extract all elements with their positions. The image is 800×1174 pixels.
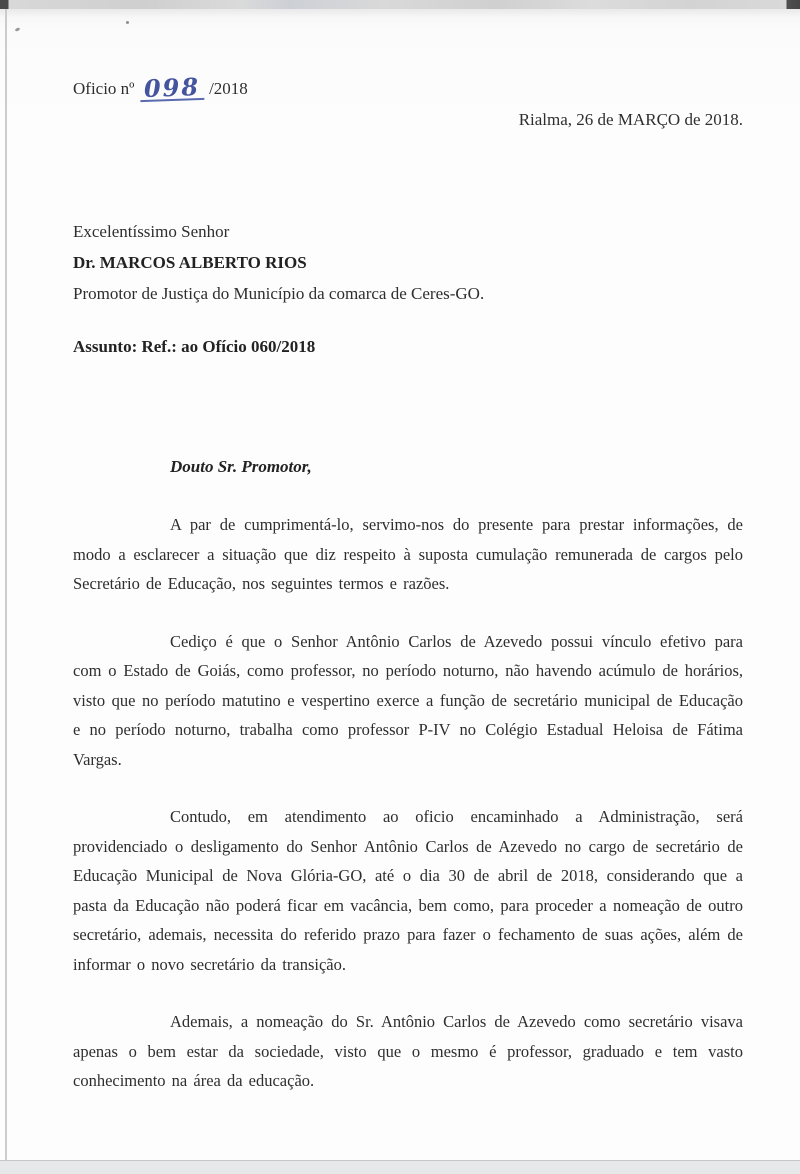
recipient-name: Dr. MARCOS ALBERTO RIOS xyxy=(73,253,307,272)
paragraph-2: Cediço é que o Senhor Antônio Carlos de Azevedo possui vínculo efetivo para com o Estado de Goiás, como professor, no período noturno, não havendo acúmulo de horários, visto que no período matutino e vespertino exerce a função de secretário municipal de Educação e no período noturno, trabalha como professor P-IV no Colégio Estadual Heloisa de Fátima Vargas. xyxy=(73,631,743,769)
office-number-suffix: /2018 xyxy=(209,79,248,98)
paragraph-1: A par de cumprimentá-lo, servimo-nos do presente para prestar informações, de modo a esclarecer a situação que diz respeito à suposta cumulação remunerada de cargos pelo Secretário de Educação, nos seguintes termos e razões. xyxy=(73,515,743,593)
office-number-line xyxy=(73,72,743,103)
greeting-line: Douto Sr. Promotor, xyxy=(170,457,312,476)
recipient-block xyxy=(73,216,743,309)
paragraph-3: Contudo, em atendimento ao oficio encaminhado a Administração, será providenciado o desligamento do Senhor Antônio Carlos de Azevedo no cargo de secretário de Educação Municipal de Nova Glória-GO, até o dia 30 de abril de 2018, considerando que a pasta da Educação não poderá ficar em vacância, bem como, para proceder a nomeação de outro secretário, ademais, necessita do referido prazo para fazer o fechamento de suas ações, além de informar o novo secretário da transição. xyxy=(73,807,743,974)
recipient-salutation: Excelentíssimo Senhor xyxy=(73,222,230,241)
scan-edge-bottom xyxy=(0,1160,800,1174)
paragraph-4: Ademais, a nomeação do Sr. Antônio Carlos de Azevedo como secretário visava apenas o bem estar da sociedade, visto que o mesmo é professor, graduado e tem vasto conhecimento na área da educação. xyxy=(73,1012,743,1090)
recipient-title: Promotor de Justiça do Município da comarca de Ceres-GO. xyxy=(73,284,485,303)
handwritten-office-number: 098 xyxy=(139,77,204,102)
office-number-prefix: Oficio nº xyxy=(73,79,135,98)
scan-edge-left xyxy=(5,9,7,1161)
letter-content xyxy=(73,0,743,1096)
scan-artifact xyxy=(15,27,21,32)
subject-line: Assunto: Ref.: ao Ofício 060/2018 xyxy=(73,337,316,356)
date-line: Rialma, 26 de MARÇO de 2018. xyxy=(518,110,743,129)
